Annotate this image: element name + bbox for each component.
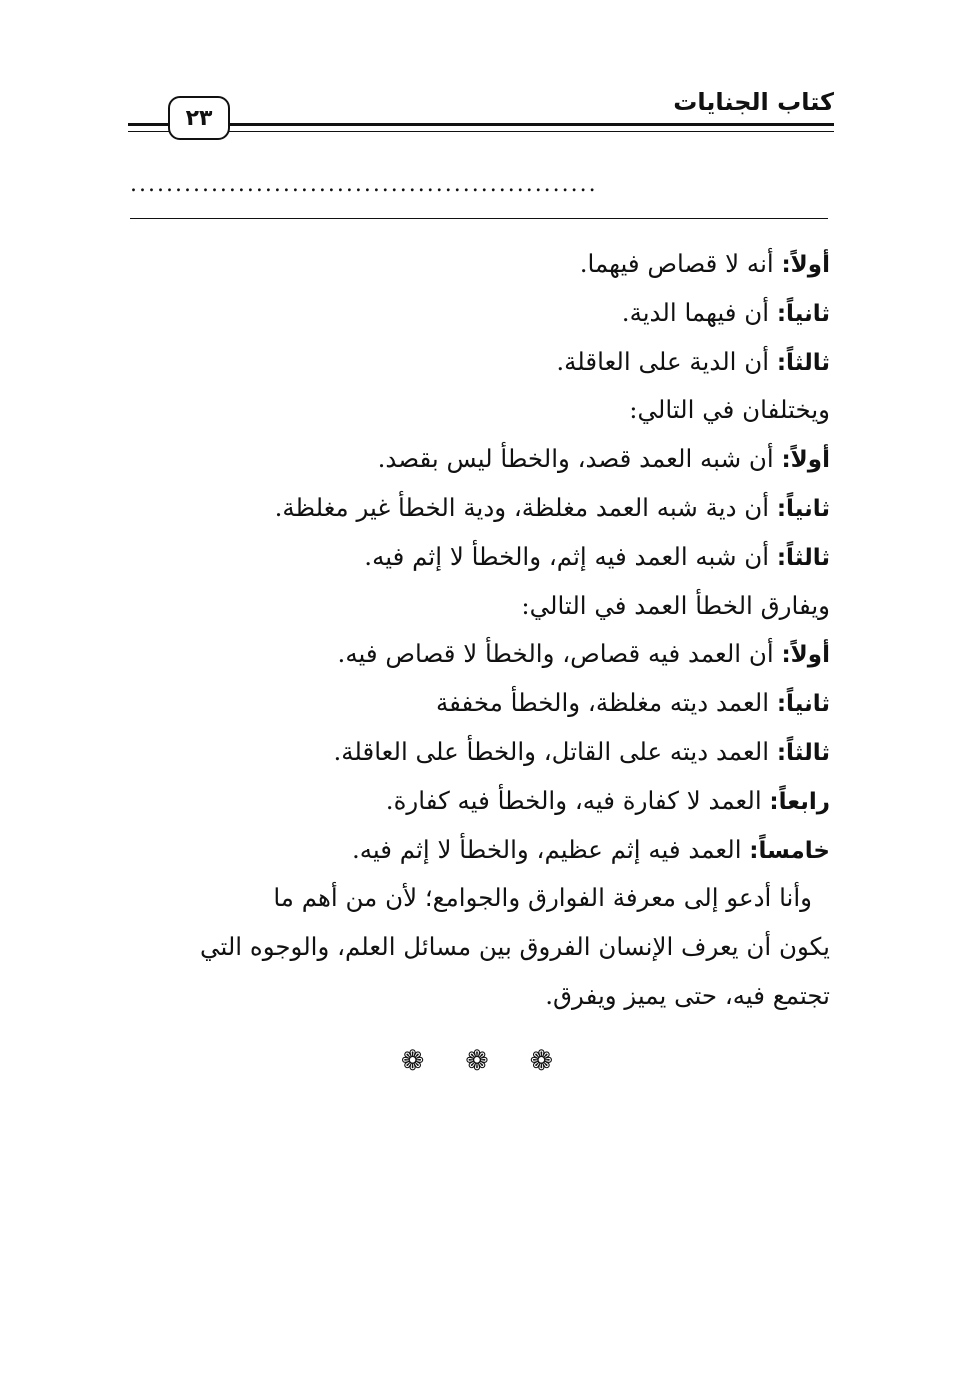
line-text: العمد ديته مغلظة، والخطأ مخففة bbox=[436, 688, 777, 718]
page-number: ٢٣ bbox=[185, 105, 213, 131]
header-rule-thin bbox=[228, 131, 834, 132]
header-rule-left-thin bbox=[128, 131, 170, 132]
line-text: أن الدية على العاقلة. bbox=[556, 346, 777, 376]
text-line bbox=[120, 582, 830, 631]
line-text: العمد لا كفارة فيه، والخطأ فيه كفارة. bbox=[385, 785, 770, 815]
text-line bbox=[120, 826, 830, 875]
text-line bbox=[120, 533, 830, 582]
text-line bbox=[120, 338, 830, 387]
line-text: ويختلفان في التالي: bbox=[629, 395, 830, 425]
line-label: ثانياً: bbox=[776, 300, 830, 327]
line-label: ثالثاً: bbox=[776, 544, 830, 571]
paragraph-line bbox=[120, 874, 830, 923]
text-line bbox=[120, 484, 830, 533]
header-rule-left bbox=[128, 123, 170, 126]
text-line bbox=[120, 386, 830, 435]
line-text: العمد ديته على القاتل، والخطأ على العاقلة. bbox=[333, 736, 777, 766]
line-label: أولاً: bbox=[781, 447, 830, 474]
paragraph-line-2: يكون أن يعرف الإنسان الفروق بين مسائل العلم، والوجوه التي bbox=[200, 932, 830, 962]
flower-ornament-icon: ❁ bbox=[529, 1044, 554, 1077]
line-text: العمد فيه إثم عظيم، والخطأ لا إثم فيه. bbox=[351, 834, 750, 864]
line-text: أن شبه العمد قصد، والخطأ ليس بقصد. bbox=[377, 444, 782, 474]
line-label: ثالثاً: bbox=[776, 349, 830, 376]
line-label: ثانياً: bbox=[776, 691, 830, 718]
line-text: أن دية شبه العمد مغلظة، ودية الخطأ غير مغلظة. bbox=[274, 492, 777, 522]
header-rule bbox=[228, 123, 834, 126]
text-line bbox=[120, 289, 830, 338]
text-line bbox=[120, 240, 830, 289]
section-rule bbox=[130, 218, 828, 219]
line-text: أنه لا قصاص فيهما. bbox=[579, 249, 782, 278]
line-text: أن شبه العمد فيه إثم، والخطأ لا إثم فيه. bbox=[364, 541, 777, 571]
flower-ornament-icon: ❁ bbox=[400, 1044, 425, 1077]
paragraph-line bbox=[120, 923, 830, 972]
line-text: ويفارق الخطأ العمد في التالي: bbox=[521, 590, 830, 620]
line-label: أولاً: bbox=[781, 642, 830, 669]
paragraph-line-3: تجتمع فيه، حتى يميز ويفرق. bbox=[545, 980, 830, 1010]
line-label: خامساً: bbox=[749, 837, 830, 864]
flower-ornament-icon: ❁ bbox=[465, 1044, 489, 1077]
text-line bbox=[120, 679, 830, 728]
section-end-ornaments bbox=[0, 1044, 954, 1077]
text-line bbox=[120, 777, 830, 826]
text-line bbox=[120, 435, 830, 484]
line-label: ثانياً: bbox=[776, 495, 830, 522]
line-text: أن فيهما الدية. bbox=[621, 297, 777, 327]
body-text bbox=[120, 240, 830, 1021]
text-line bbox=[120, 728, 830, 777]
line-label: رابعاً: bbox=[769, 788, 830, 815]
paragraph-line bbox=[120, 972, 830, 1021]
paragraph-line-1: وأنا أدعو إلى معرفة الفوارق والجوامع؛ لأن من أهم ما bbox=[273, 883, 812, 913]
line-text: أن العمد فيه قصاص، والخطأ لا قصاص فيه. bbox=[337, 639, 782, 669]
dotted-separator: .................................................... bbox=[130, 172, 598, 197]
text-line bbox=[120, 630, 830, 679]
book-title: كتاب الجنايات bbox=[673, 88, 834, 116]
line-label: أولاً: bbox=[781, 252, 830, 278]
line-label: ثالثاً: bbox=[776, 739, 830, 766]
page-number-badge bbox=[168, 96, 230, 140]
